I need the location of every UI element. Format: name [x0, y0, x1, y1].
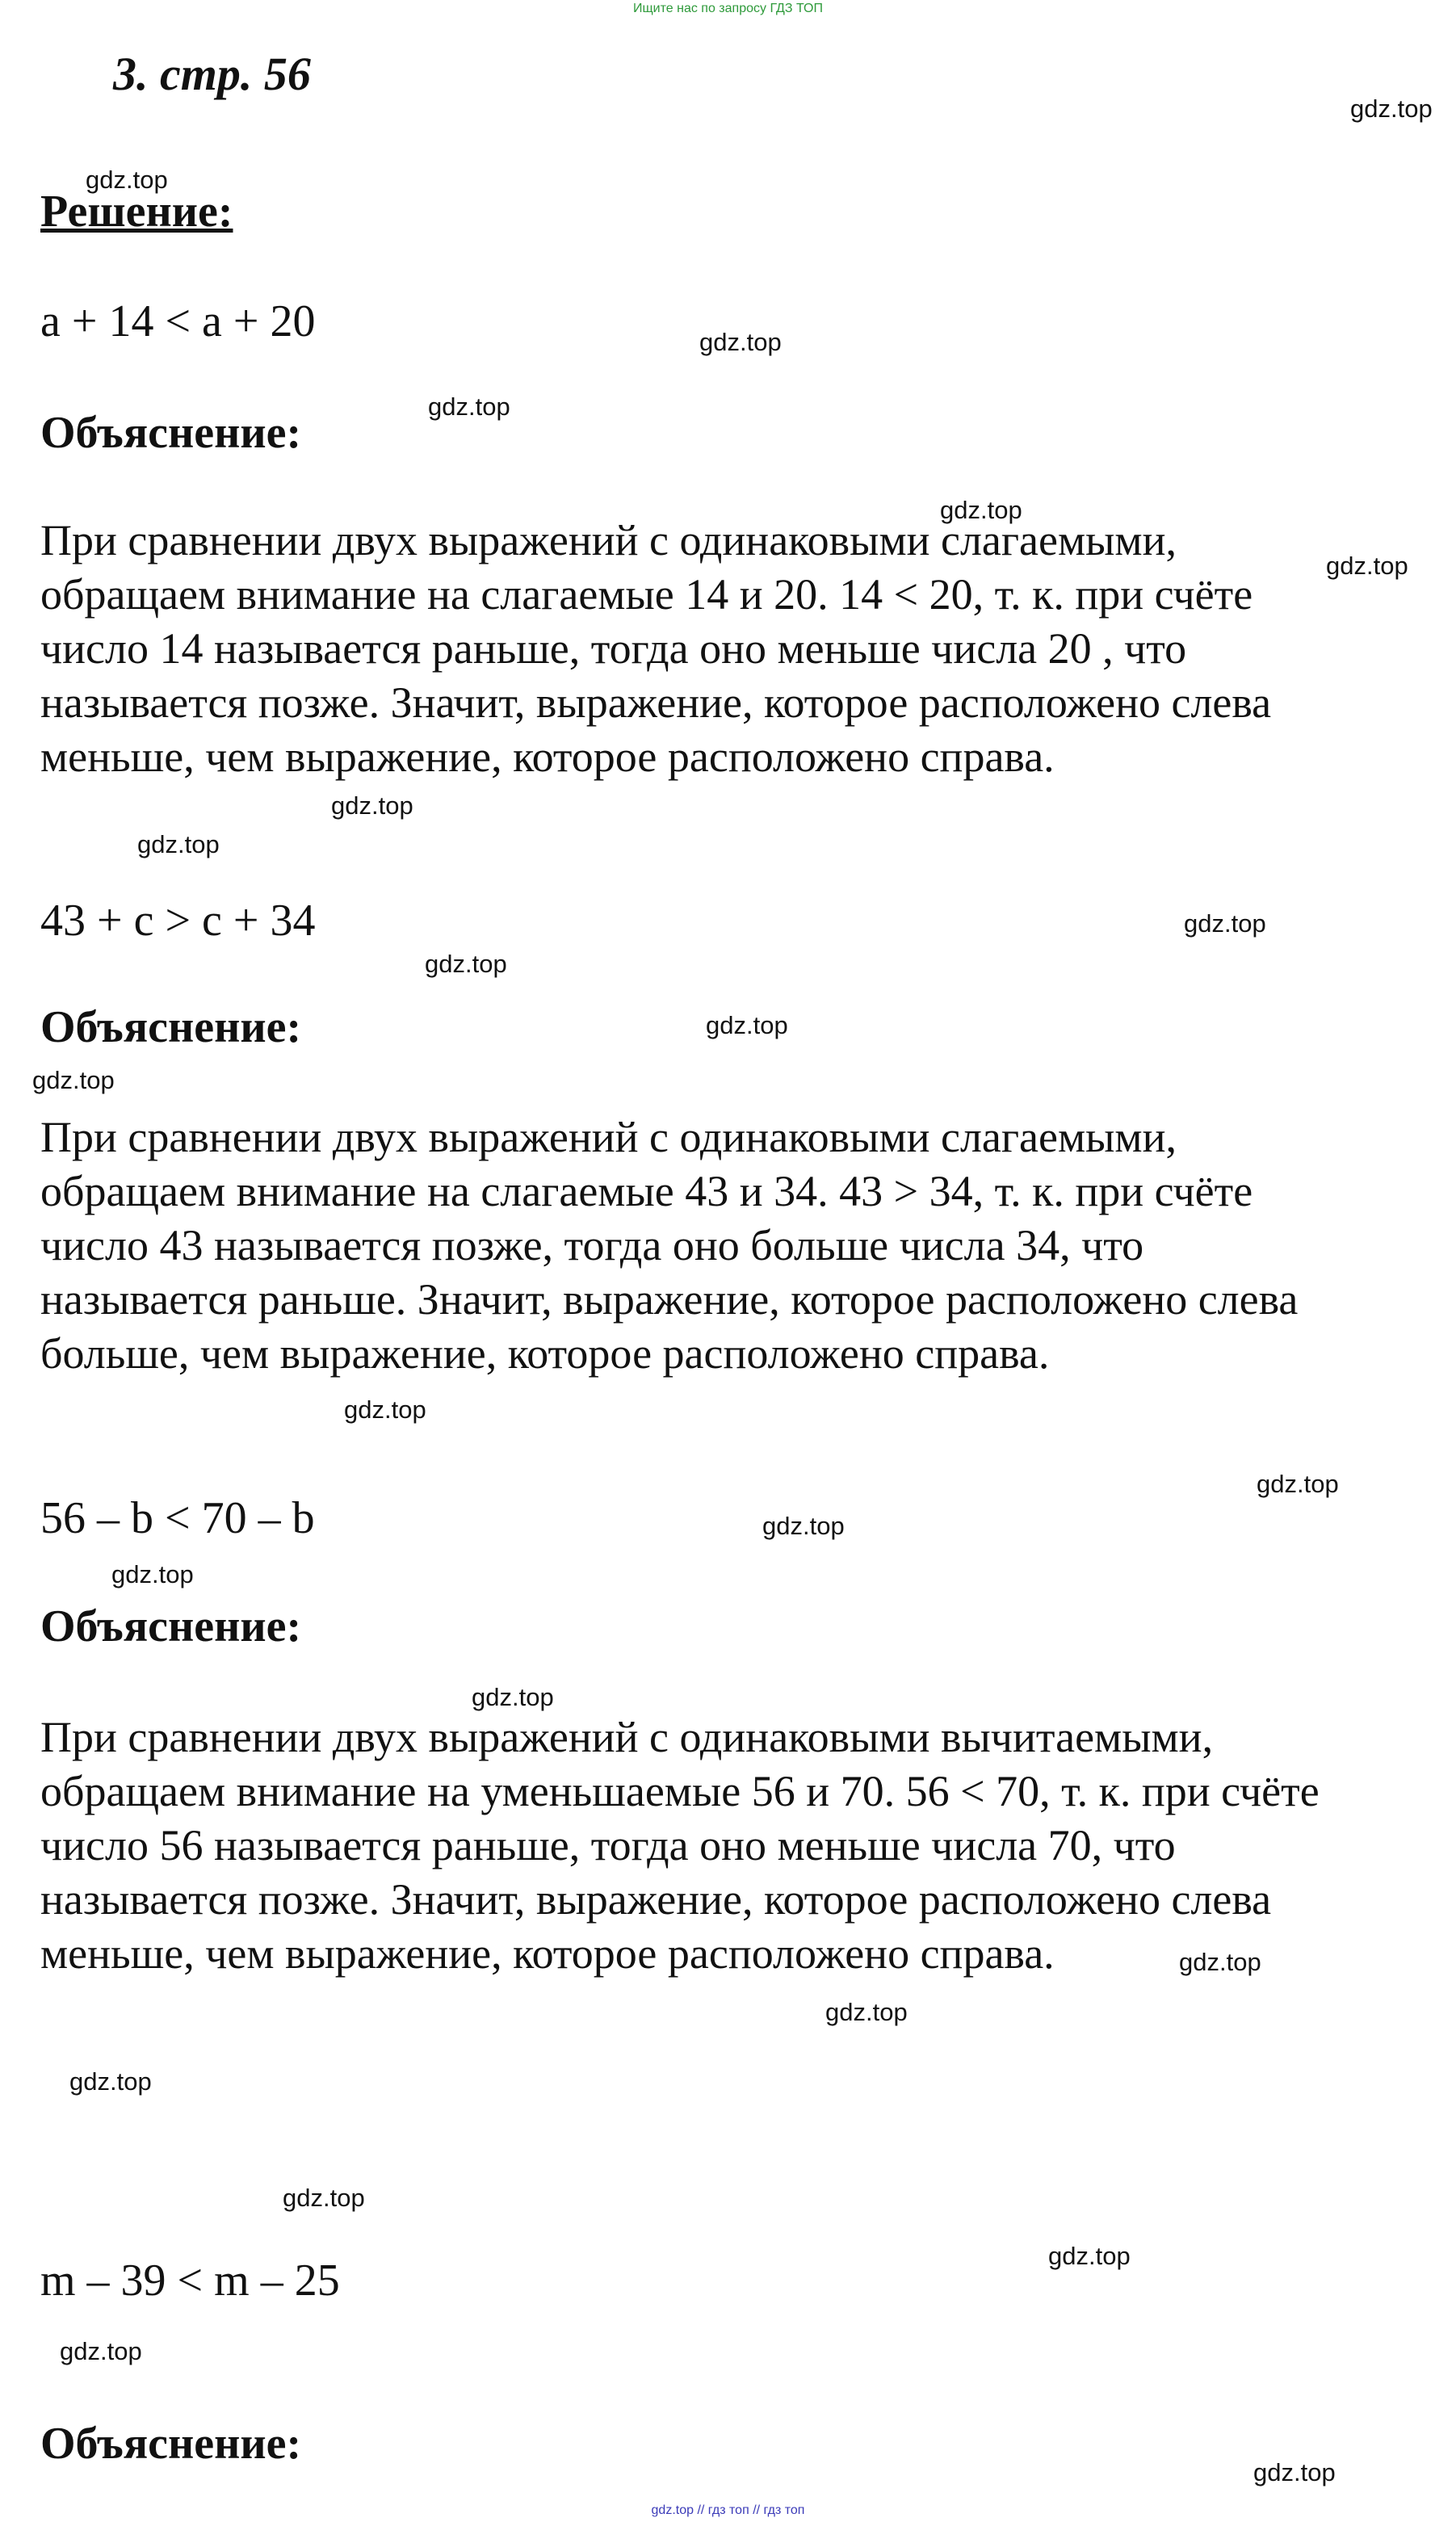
watermark: gdz.top — [32, 1066, 115, 1094]
explanation-paragraph-3 — [40, 1710, 1456, 1981]
explanation-heading-1: Объяснение: — [40, 408, 302, 458]
watermark: gdz.top — [1350, 94, 1433, 123]
watermark: gdz.top — [706, 1011, 788, 1039]
explanation-line: меньше, чем выражение, которое расположено справа. — [40, 732, 1055, 781]
explanation-line: называется позже. Значит, выражение, которое расположено слева — [40, 1875, 1272, 1924]
footer-note[interactable]: gdz.top // гдз топ // гдз топ — [651, 2503, 805, 2517]
watermark: gdz.top — [425, 950, 507, 978]
expression-1: a + 14 < a + 20 — [40, 296, 316, 346]
watermark: gdz.top — [825, 1998, 908, 2026]
watermark: gdz.top — [762, 1512, 845, 1540]
watermark: gdz.top — [1184, 909, 1266, 938]
explanation-heading-2: Объяснение: — [40, 1002, 302, 1052]
explanation-line: называется позже. Значит, выражение, которое расположено слева — [40, 678, 1272, 727]
watermark: gdz.top — [940, 496, 1022, 524]
explanation-paragraph-1 — [40, 514, 1456, 784]
explanation-line: обращаем внимание на слагаемые 14 и 20. 14 < 20, т. к. при счёте — [40, 570, 1253, 619]
watermark: gdz.top — [86, 166, 168, 194]
watermark: gdz.top — [111, 1560, 194, 1588]
watermark: gdz.top — [699, 328, 782, 356]
explanation-line: При сравнении двух выражений с одинаковыми слагаемыми, — [40, 516, 1177, 564]
explanation-line: число 43 называется позже, тогда оно больше числа 34, что — [40, 1221, 1144, 1269]
solution-heading: Решение: — [40, 187, 233, 237]
explanation-line: обращаем внимание на уменьшаемые 56 и 70. 56 < 70, т. к. при счёте — [40, 1767, 1320, 1815]
explanation-line: называется раньше. Значит, выражение, которое расположено слева — [40, 1275, 1299, 1324]
watermark: gdz.top — [344, 1395, 426, 1424]
explanation-line: больше, чем выражение, которое расположено справа. — [40, 1329, 1050, 1378]
expression-4: m – 39 < m – 25 — [40, 2256, 340, 2306]
explanation-line: При сравнении двух выражений с одинаковыми слагаемыми, — [40, 1113, 1177, 1161]
watermark: gdz.top — [1257, 1470, 1339, 1498]
explanation-line: меньше, чем выражение, которое расположено справа. — [40, 1929, 1055, 1978]
watermark: gdz.top — [283, 2184, 365, 2212]
watermark: gdz.top — [1179, 1948, 1261, 1976]
explanation-line: обращаем внимание на слагаемые 43 и 34. 43 > 34, т. к. при счёте — [40, 1167, 1253, 1215]
watermark: gdz.top — [60, 2337, 142, 2365]
explanation-heading-3: Объяснение: — [40, 1601, 302, 1651]
watermark: gdz.top — [1253, 2458, 1336, 2486]
watermark: gdz.top — [69, 2067, 152, 2096]
watermark: gdz.top — [1048, 2242, 1131, 2270]
expression-2: 43 + c > c + 34 — [40, 896, 316, 946]
watermark: gdz.top — [1326, 552, 1408, 580]
explanation-heading-4: Объяснение: — [40, 2419, 302, 2469]
watermark: gdz.top — [472, 1683, 554, 1711]
explanation-line: число 56 называется раньше, тогда оно меньше числа 70, что — [40, 1821, 1176, 1869]
explanation-line: число 14 называется раньше, тогда оно меньше числа 20 , что — [40, 624, 1187, 673]
watermark: gdz.top — [137, 830, 220, 858]
watermark: gdz.top — [331, 791, 413, 820]
task-title: 3. стр. 56 — [113, 48, 311, 100]
header-note[interactable]: Ищите нас по запросу ГДЗ ТОП — [633, 2, 823, 15]
expression-3: 56 – b < 70 – b — [40, 1493, 315, 1543]
explanation-line: При сравнении двух выражений с одинаковыми вычитаемыми, — [40, 1713, 1214, 1761]
explanation-paragraph-2 — [40, 1110, 1456, 1381]
watermark: gdz.top — [428, 392, 510, 421]
